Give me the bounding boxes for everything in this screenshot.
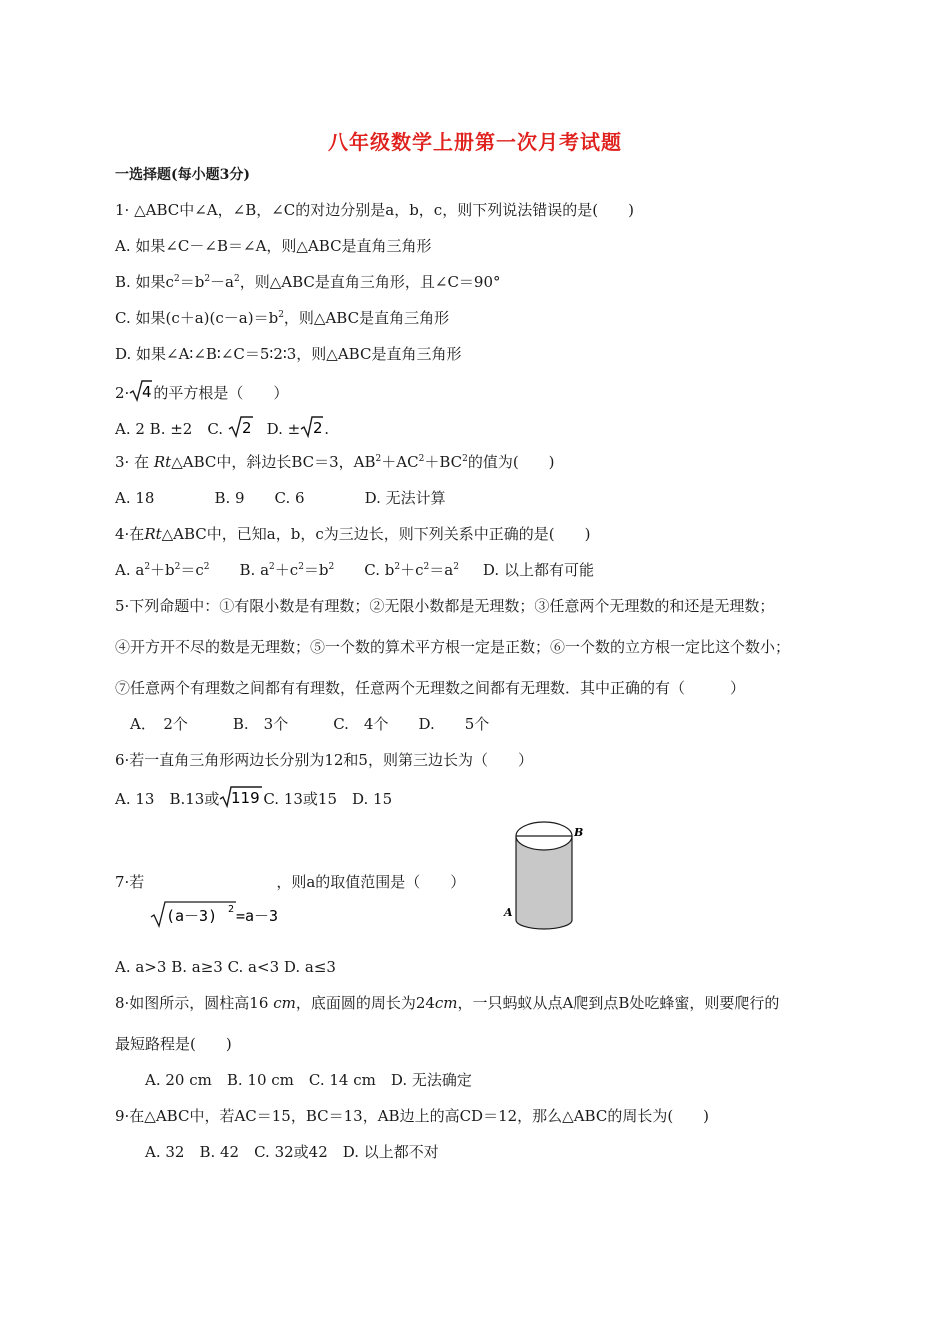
q5-line-1: 5·下列命题中：①有限小数是有理数；②无限小数都是无理数；③任意两个无理数的和还是无理数； (115, 597, 775, 615)
section-heading: 一选择题(每小题3分) (115, 167, 250, 183)
q5-line-3: ⑦任意两个有理数之间都有有理数，任意两个无理数之间都有无理数．其中正确的有（ ） (115, 679, 746, 697)
q5-line-2: ④开方开不尽的数是无理数；⑤一个数的算术平方根一定是正数；⑥一个数的立方根一定比这个数小； (115, 638, 791, 656)
svg-text:2: 2 (228, 904, 235, 915)
point-b-label: B (574, 826, 584, 839)
q8-line-2: 最短路程是( ) (115, 1035, 232, 1053)
svg-text:119: 119 (231, 789, 260, 807)
q9-stem: 9·在△ABC中，若AC＝15，BC＝13，AB边上的高CD＝12，那么△ABC的周长为( ) (115, 1107, 710, 1125)
q4-stem: 4·在Rt△ABC中，已知a，b，c为三边长，则下列关系中正确的是( ) (115, 525, 591, 543)
sqrt-2-formula (300, 416, 324, 443)
q7-options: A. a>3 B. a≥3 C. a<3 D. a≤3 (115, 958, 336, 976)
q6-options: A. 13 B.13或 119 C. 13或15 D. 15 (115, 786, 392, 813)
q1-option-b: B. 如果$c^2=b^2-a^2$，则△ABC是直角三角形，且∠C＝90° (115, 273, 501, 291)
q2-options: A. 2 B. ±2 C. 2 D. ± 2 . (115, 416, 329, 443)
q4-options: A. $a^2+b^2=c^2$ B. $a^2+c^2=b^2$ C. $b^2+c^2=a^2$ D. 以上都有可能 (115, 561, 594, 579)
svg-text:4: 4 (142, 383, 152, 401)
q1-option-c: C. 如果$(c+a)(c-a)=b^2$，则△ABC是直角三角形 (115, 309, 450, 327)
page-title: 八年级数学上册第一次月考试题 (328, 130, 622, 154)
q3-options: A. 18 B. 9 C. 6 D. 无法计算 (115, 489, 446, 507)
q5-options: A． 2个 B. 3个 C. 4个 D. 5个 (130, 715, 490, 733)
svg-text:2: 2 (241, 419, 252, 437)
q1-option-d: D. 如果∠A∶∠B∶∠C＝5∶2∶3，则△ABC是直角三角形 (115, 345, 462, 363)
q6-stem: 6·若一直角三角形两边长分别为12和5，则第三边长为（ ） (115, 751, 533, 769)
point-a-label: A (504, 906, 513, 919)
sqrt-2-formula (228, 416, 254, 443)
q9-options: A. 32 B. 42 C. 32或42 D. 以上都不对 (145, 1143, 439, 1161)
sqrt-4-formula (129, 380, 153, 407)
cylinder-figure (500, 818, 595, 934)
sqrt-119-formula (219, 786, 263, 813)
q8-line-1: 8·如图所示，圆柱高16 cm，底面圆的周长为24cm，一只蚂蚁从点A爬到点B处吃蜂蜜，则要爬行的 (115, 994, 780, 1012)
svg-text:2: 2 (313, 419, 323, 437)
q7-formula (150, 900, 290, 933)
q3-stem: 3· 在 Rt△ABC中，斜边长BC＝3，$AB^2+AC^2+BC^2$的值为( ) (115, 453, 555, 471)
q8-options: A. 20 cm B. 10 cm C. 14 cm D. 无法确定 (145, 1071, 472, 1089)
q1-option-a: A. 如果∠C－∠B＝∠A，则△ABC是直角三角形 (115, 237, 432, 255)
svg-text:=a－3: =a－3 (236, 907, 279, 925)
q1-stem: 1· △ABC中∠A，∠B，∠C的对边分别是a，b，c，则下列说法错误的是( ) (115, 201, 634, 219)
q7-stem: 7·若 ，则a的取值范围是（ ） (115, 873, 466, 891)
svg-text:(a－3): (a－3) (166, 907, 218, 925)
q2-stem: 2· 4 的平方根是（ ） (115, 380, 288, 407)
